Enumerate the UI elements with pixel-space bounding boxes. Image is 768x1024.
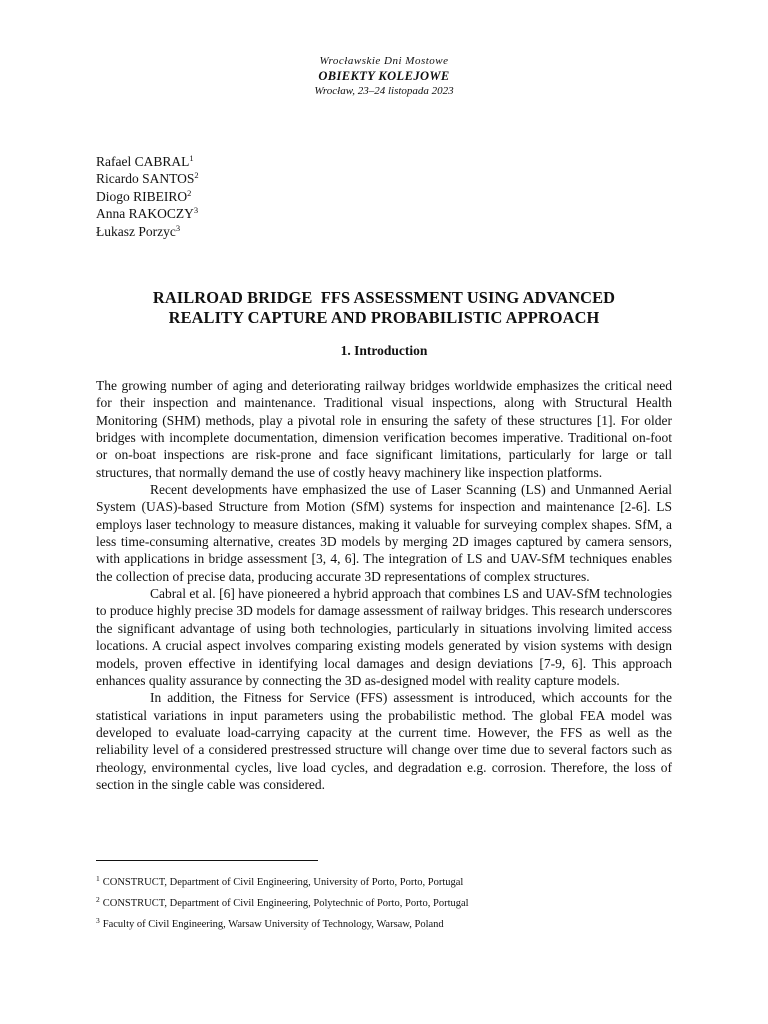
author: Rafael CABRAL$^1$ <box>96 153 194 169</box>
conference-event: OBIEKTY KOLEJOWE <box>318 69 450 83</box>
author: Łukasz Porzyc$^3$ <box>96 222 181 239</box>
paragraph: The growing number of aging and deteriorating railway bridges worldwide emphasizes the critical need for their inspection and maintenance. Traditional visual inspections, along with Structural Health Monitoring (SHM) methods, play a pivotal role in ensuring the safety of these structures [1]. For older bridges with incomplete documentation, dimension verification becomes imperative. Traditional on-foot or on-boat inspections are risk-prone and face significant limitations, particularly for large or tall structures, that normally demand the use of costly heavy machinery like inspection platforms. <box>96 378 672 480</box>
paragraph: Recent developments have emphasized the use of Laser Scanning (LS) and Unmanned Aerial System (UAS)-based Structure from Motion (SfM) systems for inspection and maintenance [2-6]. LS employs laser technology to measure distances, making it valuable for surveying complex shapes. SfM, a less time-consuming alternative, creates 3D models by merging 2D images captured by camera sensors, with applications in bridge assessment [3, 4, 6]. The integration of LS and UAV-SfM techniques enables the collection of precise data, producing accurate 3D representations of complex structures. <box>96 482 672 584</box>
paragraph: Cabral et al. [6] have pioneered a hybrid approach that combines LS and UAV-SfM technologies to produce highly precise 3D models for damage assessment of railway bridges. This research underscores the significant advantage of using both technologies, particularly in situations involving limited access locations. A crucial aspect involves comparing existing models generated by vision systems with design models, proven effective in identifying local damages and design deviations [7-9, 6]. This approach enhances quality assurance by connecting the 3D as-designed model with reality capture models. <box>96 586 672 688</box>
footnote: $^3$ Faculty of Civil Engineering, Warsaw University of Technology, Warsaw, Poland <box>96 916 444 930</box>
footnote-divider <box>96 860 318 861</box>
conference-place-date: Wrocław, 23–24 listopada 2023 <box>314 85 454 97</box>
conference-header <box>0 54 768 99</box>
author: Anna RAKOCZY$^3$ <box>96 205 199 222</box>
conference-series: Wrocławskie Dni Mostowe <box>319 55 449 67</box>
paper-title <box>60 288 708 328</box>
footnote: $^1$ CONSTRUCT, Department of Civil Engineering, University of Porto, Porto, Portugal <box>96 874 464 888</box>
author: Ricardo SANTOS$^2$ <box>96 170 199 187</box>
paper-title-line: REALITY CAPTURE AND PROBABILISTIC APPROACH <box>168 308 600 327</box>
footnotes <box>96 872 696 935</box>
paragraph: In addition, the Fitness for Service (FFS) assessment is introduced, which accounts for the statistical variations in input parameters using the probabilistic method. The global FEA model was developed to evaluate load-carrying capacity at the current time. However, the FFS as well as the reliability level of a considered prestressed structure will change over time due to several factors such as rheology, environmental cycles, live load cycles, and degradation e.g. corrosion. Therefore, the loss of section in the single cable was considered. <box>96 690 672 792</box>
section-heading: 1. Introduction <box>340 343 428 358</box>
paper-title-line: RAILROAD BRIDGE FFS ASSESSMENT USING ADVANCED <box>152 288 616 307</box>
footnote: $^2$ CONSTRUCT, Department of Civil Engineering, Polytechnic of Porto, Porto, Portugal <box>96 895 469 909</box>
author-list <box>96 153 199 240</box>
body-text <box>96 377 672 793</box>
author: Diogo RIBEIRO$^2$ <box>96 187 192 204</box>
